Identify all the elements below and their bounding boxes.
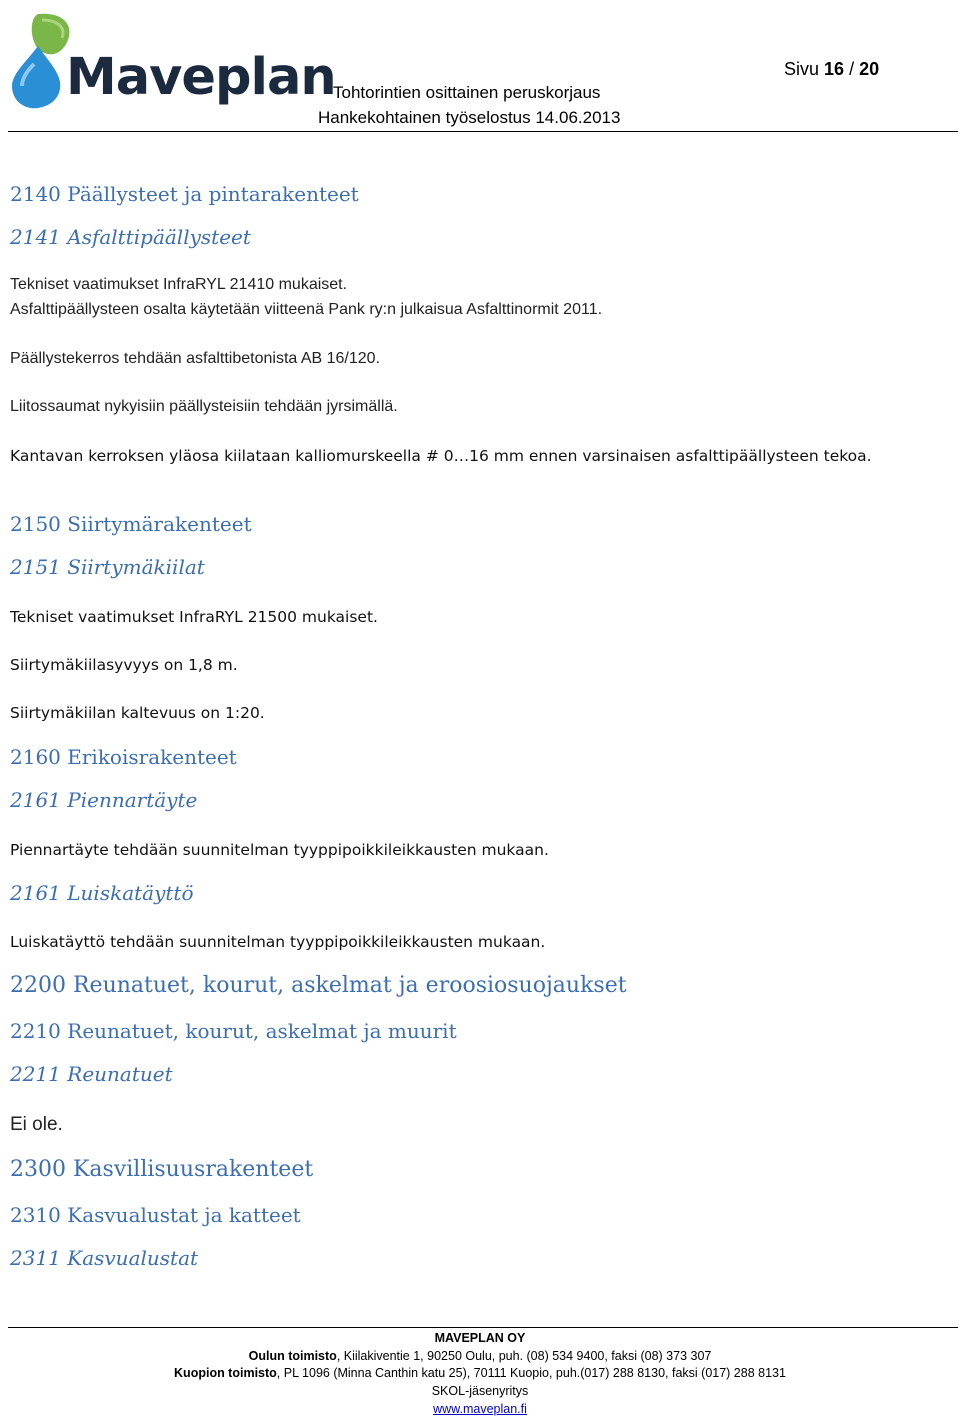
heading-2140: 2140 Päällysteet ja pintarakenteet	[10, 182, 359, 206]
footer-company: MAVEPLAN OY	[434, 1331, 526, 1345]
paragraph-ei-ole: Ei ole.	[10, 1114, 63, 1135]
paragraph-ab-16-120: Päällystekerros tehdään asfalttibetonista AB 16/120.	[10, 350, 381, 367]
footer-oulu-office: Oulun toimisto, Kiilakiventie 1, 90250 Oulu, puh. (08) 534 9400, faksi (08) 373 307	[248, 1349, 712, 1363]
heading-2210: 2210 Reunatuet, kourut, askelmat ja muurit	[10, 1019, 457, 1043]
page-separator: /	[849, 59, 855, 79]
heading-2161-piennartayte: 2161 Piennartäyte	[10, 788, 198, 812]
footer-website	[0, 1402, 960, 1416]
paragraph-asfalttinormit: Asfalttipäällysteen osalta käytetään viitteenä Pank ry:n julkaisua Asfalttinormit 2011.	[10, 301, 603, 318]
page-total: 20	[859, 59, 880, 79]
paragraph-liitossaumat: Liitossaumat nykyisiin päällysteisiin tehdään jyrsimällä.	[10, 398, 398, 415]
heading-2310: 2310 Kasvualustat ja katteet	[10, 1203, 301, 1227]
paragraph-kaltevuus: Siirtymäkiilan kaltevuus on 1:20.	[10, 704, 265, 722]
heading-2211: 2211 Reunatuet	[10, 1062, 173, 1086]
paragraph-requirements-21500: Tekniset vaatimukset InfraRYL 21500 mukaiset.	[10, 608, 378, 626]
paragraph-piennartayte: Piennartäyte tehdään suunnitelman tyyppipoikkileikkausten mukaan.	[10, 841, 549, 859]
paragraph-requirements-21410: Tekniset vaatimukset InfraRYL 21410 mukaiset.	[10, 276, 348, 293]
footer-kuopio-office: Kuopion toimisto, PL 1096 (Minna Canthin katu 25), 70111 Kuopio, puh.(017) 288 8130, faksi (017) 288 8131	[174, 1366, 786, 1380]
heading-2150: 2150 Siirtymärakenteet	[10, 512, 252, 536]
paragraph-luiskatayttto: Luiskatäyttö tehdään suunnitelman tyyppipoikkileikkausten mukaan.	[10, 933, 546, 951]
header-rule	[8, 131, 958, 132]
heading-2141: 2141 Asfalttipäällysteet	[10, 225, 251, 249]
heading-2300: 2300 Kasvillisuusrakenteet	[10, 1157, 314, 1182]
footer-membership: SKOL-jäsenyritys	[431, 1384, 529, 1398]
brand-name: Maveplan	[66, 48, 336, 107]
paragraph-kantava-kerros: Kantavan kerroksen yläosa kiilataan kalliomurskeella # 0…16 mm ennen varsinaisen asfalttipäällysteen tekoa.	[10, 447, 872, 465]
page-prefix: Sivu	[784, 59, 820, 79]
paragraph-kiilasyvyys: Siirtymäkiilasyvyys on 1,8 m.	[10, 656, 238, 674]
heading-2151: 2151 Siirtymäkiilat	[10, 555, 205, 579]
heading-2160: 2160 Erikoisrakenteet	[10, 745, 237, 769]
document-title: Hankekohtainen työselostus 14.06.2013	[318, 108, 621, 127]
heading-2200: 2200 Reunatuet, kourut, askelmat ja eroosiosuojaukset	[10, 973, 627, 998]
heading-2161-luiskatayttto: 2161 Luiskatäyttö	[10, 881, 194, 905]
heading-2311: 2311 Kasvualustat	[10, 1246, 199, 1270]
project-title: Tohtorintien osittainen peruskorjaus	[333, 83, 601, 102]
footer-rule	[8, 1327, 958, 1328]
page-current: 16	[824, 59, 845, 79]
website-link[interactable]: www.maveplan.fi	[433, 1402, 527, 1416]
page-number	[784, 59, 879, 80]
